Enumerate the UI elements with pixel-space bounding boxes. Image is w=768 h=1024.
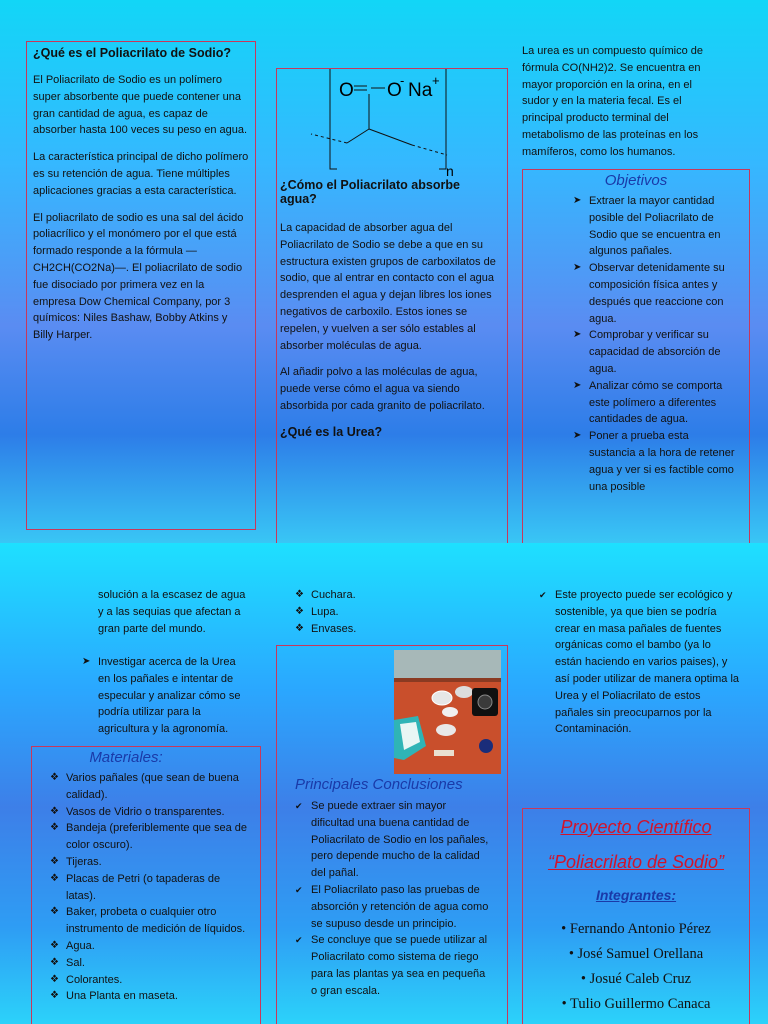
- absorption-box: [276, 68, 508, 543]
- experiment-photo: [394, 650, 501, 774]
- list-item: ❖ Baker, probeta o cualquier otro instrumento de medición de líquidos.: [66, 904, 251, 938]
- paragraph: La característica principal de dicho polímero es su retención de agua. Tiene múltiples aplicaciones gracias a esta característica.: [33, 151, 249, 197]
- list-item: ❖ Bandeja (preferiblemente que sea de color oscuro).: [66, 820, 251, 854]
- list-item: ➤ Observar detenidamente su composición física antes y después que reaccione con agua.: [589, 260, 737, 327]
- conclusiones-heading: Principales Conclusiones: [295, 776, 463, 793]
- list-item: ❖ Tijeras.: [66, 854, 251, 871]
- charge-label: -: [400, 73, 405, 88]
- absorption-heading: ¿Cómo el Poliacrilato absorbe agua?: [280, 178, 460, 206]
- list-item: ➤ Analizar cómo se comporta este polímero a diferentes cantidades de agua.: [589, 378, 737, 428]
- materiales-list-continued: [311, 587, 471, 637]
- list-item: ➤ Poner a prueba esta sustancia a la hora de retener agua y ver si es factible como una posible: [589, 428, 737, 495]
- objetivos-list-continued: [98, 654, 248, 738]
- paragraph: Al añadir polvo a las moléculas de agua, puede verse cómo el agua va siendo absorbida por cada granito de poliacrilato.: [280, 366, 485, 412]
- list-item: • Josué Caleb Cruz: [580, 971, 692, 987]
- sodium-label: Na: [408, 80, 433, 101]
- objetivos-box: [522, 169, 750, 543]
- integrantes-heading: Integrantes:: [595, 887, 677, 903]
- paragraph: La capacidad de absorber agua del Poliacrilato de Sodio se debe a que en su estructura existen grupos de carboxilatos de sodio, que al entrar en contacto con el agua desprenden el agua y dejan libres los iones negativos de carboxilo. Estos iones se repelen, y vuelven a ser sólo estables al absorber moléculas de agua.: [280, 222, 496, 352]
- paragraph: El Poliacrilato de Sodio es un polímero super absorbente que puede contener una gran cantidad de agua, es capaz de absorber hasta 100 veces su peso en agua.: [33, 74, 248, 137]
- list-item: ✔ Este proyecto puede ser ecológico y sostenible, ya que bien se podría crear en masa pañales de fuentes orgánicas como el bambo (ya lo están haciendo en varios paises), y así poder utilizar de manera optima la Urea y el Poliacrilato de estos pañales sin preocuparnos por la Contaminación.: [555, 587, 740, 738]
- urea-description: La urea es un compuesto químico de fórmula CO(NH2)2. Se encuentra en mayor proporción en la orina, en el sudor y en la materia fecal. Es el principal producto terminal del metabolismo de las proteínas en los mamíferos, como los humanos.: [522, 45, 704, 158]
- urea-heading: ¿Qué es la Urea?: [280, 424, 383, 439]
- objetivos-continuation: solución a la escasez de agua y a las sequias que afectan a gran parte del mundo.: [98, 589, 246, 635]
- cover-title-line1: Proyecto Científico: [560, 817, 712, 837]
- poliacrilato-text: [33, 72, 249, 344]
- poliacrilato-heading: ¿Qué es el Poliacrilato de Sodio?: [33, 46, 231, 60]
- list-item: ❖ Cuchara.: [311, 587, 471, 604]
- list-item: ❖ Varios pañales (que sean de buena calidad).: [66, 770, 251, 804]
- list-item: ❖ Una Planta en maseta.: [66, 988, 251, 1005]
- absorption-text: [280, 220, 500, 415]
- poliacrilato-info-box: [26, 41, 256, 530]
- conclusiones-list: [311, 798, 489, 1000]
- list-item: ✔ El Poliacrilato paso las pruebas de absorción y retención de agua como se supuso desde un principio.: [311, 882, 489, 932]
- objetivos-heading: Objetivos: [604, 172, 668, 189]
- list-item: ❖ Envases.: [311, 621, 471, 638]
- chemical-structure-diagram: [277, 69, 509, 181]
- conclusiones-box: [276, 645, 508, 1024]
- objetivos-list: [589, 193, 737, 495]
- list-item: • José Samuel Orellana: [568, 946, 704, 962]
- list-item: ❖ Vasos de Vidrio o transparentes.: [66, 804, 251, 821]
- paragraph: El poliacrilato de sodio es una sal del ácido poliacrílico y el monómero por el que está formado responde a la fórmula —CH2CH(CO2Na)—. El poliacrilato de sodio fue disociado por primera vez en la empresa Dow Chemical Company, por 3 químicos: Niles Bashaw, Bobby Atkins y Billy Harper.: [33, 211, 244, 342]
- list-item: • Fernando Antonio Pérez: [561, 921, 711, 937]
- conclusiones-list-continued: [555, 587, 740, 738]
- materiales-heading: Materiales:: [89, 749, 163, 766]
- brochure-inner-side: [0, 543, 768, 1024]
- list-item: • Tulio Guillermo Canaca: [561, 996, 711, 1012]
- materiales-list: [66, 770, 251, 1005]
- cover-box: [522, 808, 750, 1024]
- oxygen-label: O: [339, 80, 354, 101]
- list-item: ❖ Placas de Petri (o tapaderas de latas).: [66, 871, 251, 905]
- list-item: ❖ Agua.: [66, 938, 251, 955]
- list-item: ❖ Lupa.: [311, 604, 471, 621]
- integrantes-list: [523, 917, 749, 1017]
- list-item: ✔ Se concluye que se puede utilizar al Poliacrilato como sistema de riego para las plantas ya sea en pequeña o gran escala.: [311, 932, 489, 999]
- charge-label: +: [432, 73, 440, 88]
- materiales-box: [31, 746, 261, 1024]
- list-item: ➤ Comprobar y verificar su capacidad de absorción de agua.: [589, 327, 737, 377]
- cover-title-line2: “Poliacrilato de Sodio”: [547, 852, 725, 872]
- repeat-index: n: [446, 163, 454, 179]
- list-item: ➤ Extraer la mayor cantidad posible del Poliacrilato de Sodio que se encuentra en algunos pañales.: [589, 193, 737, 260]
- list-item: ✔ Se puede extraer sin mayor dificultad una buena cantidad de Poliacrilato de Sodio en los pañales, pero depende mucho de la calidad del pañal.: [311, 798, 489, 882]
- list-item: ❖ Sal.: [66, 955, 251, 972]
- oxygen-label: O: [387, 80, 402, 101]
- list-item: ➤ Investigar acerca de la Urea en los pañales e intentar de especular y analizar cómo se podría utilizar para la agricultura y la agronomía.: [98, 654, 248, 738]
- list-item: ❖ Colorantes.: [66, 972, 251, 989]
